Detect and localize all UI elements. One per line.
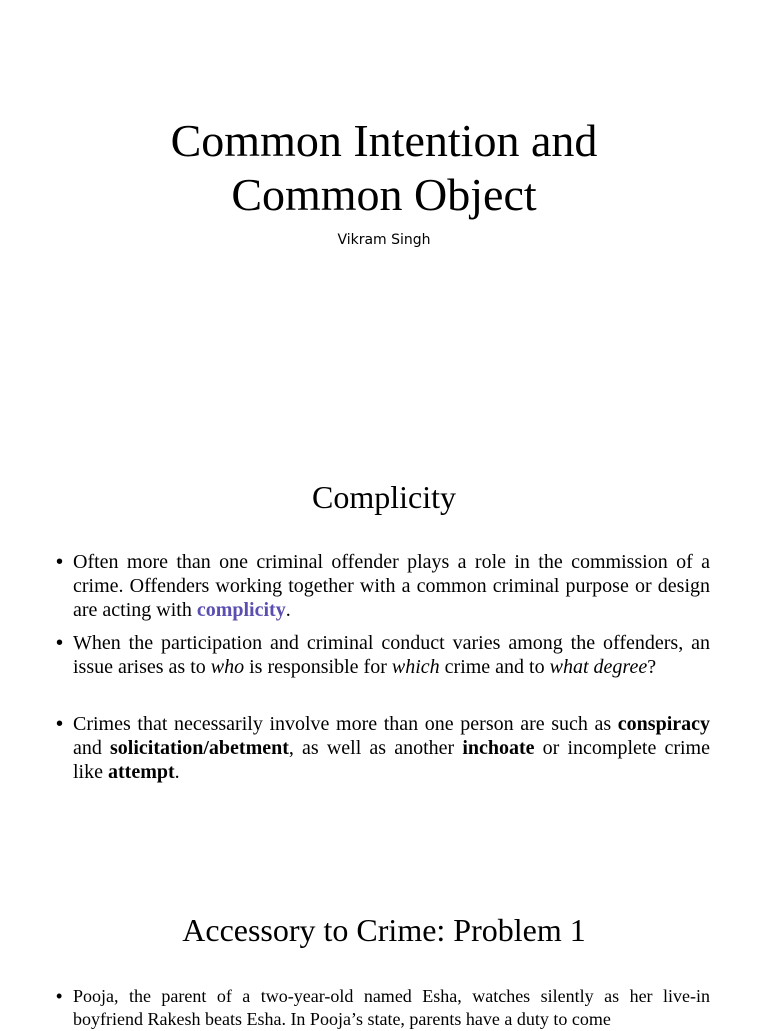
bullet-problem-1 bbox=[56, 985, 710, 1031]
bullet-text-part: is responsible for bbox=[244, 656, 392, 678]
slide-1-title-line-2: Common Object bbox=[231, 169, 537, 220]
highlight-term-complicity: complicity bbox=[196, 599, 286, 621]
bullet-text-part: . bbox=[174, 761, 180, 783]
slide-3-bullet-list bbox=[56, 985, 710, 1031]
bullet-text-part: and bbox=[73, 737, 111, 759]
bullet-icon: • bbox=[56, 632, 64, 654]
bullet-icon: • bbox=[56, 551, 64, 573]
term-conspiracy: conspiracy bbox=[617, 713, 710, 735]
bullet-text-part: crime and to bbox=[439, 656, 550, 678]
emphasis-who: who bbox=[210, 656, 245, 678]
slide-1-title bbox=[0, 114, 768, 222]
bullet-text-part: Crimes that necessarily involve more than one person are such as bbox=[73, 713, 618, 735]
bullet-text-part: , as well as another bbox=[288, 737, 463, 759]
bullet-multi-person-crimes bbox=[56, 712, 710, 784]
slide-2-bullet-list-3 bbox=[56, 712, 710, 784]
slide-2-title: Complicity bbox=[312, 479, 456, 515]
bullet-text-part: or incomplete crime like bbox=[73, 737, 710, 783]
slide-2-bullet-list-1 bbox=[56, 550, 710, 622]
bullet-complicity-definition bbox=[56, 550, 710, 622]
bullet-icon: • bbox=[56, 986, 63, 1006]
term-attempt: attempt bbox=[108, 761, 175, 783]
term-inchoate: inchoate bbox=[462, 737, 535, 759]
bullet-participation-issue bbox=[56, 631, 710, 679]
term-solicitation-abetment: solicitation/abetment bbox=[110, 737, 289, 759]
slide-3-title: Accessory to Crime: Problem 1 bbox=[182, 912, 586, 948]
bullet-text-end: . bbox=[285, 599, 291, 621]
emphasis-which: which bbox=[391, 656, 440, 678]
bullet-text-part: ? bbox=[647, 656, 657, 678]
bullet-text: Pooja, the parent of a two-year-old named Esha, watches silently as her live-in boyfriend Rakesh beats Esha. In Pooja’s state, parents have a duty to come bbox=[73, 986, 710, 1029]
slide-2-bullet-list-2 bbox=[56, 631, 710, 679]
bullet-text-part: When the participation and criminal conduct varies among the offenders, an issue arises as to bbox=[73, 632, 710, 678]
emphasis-what-degree: what degree bbox=[549, 656, 648, 678]
bullet-icon: • bbox=[56, 713, 64, 735]
bullet-text: Often more than one criminal offender plays a role in the commission of a crime. Offenders working together with a common criminal purpose or design are acting with bbox=[73, 551, 710, 621]
slide-1-title-line-1: Common Intention and bbox=[170, 115, 598, 166]
author-name: Vikram Singh bbox=[337, 232, 431, 248]
